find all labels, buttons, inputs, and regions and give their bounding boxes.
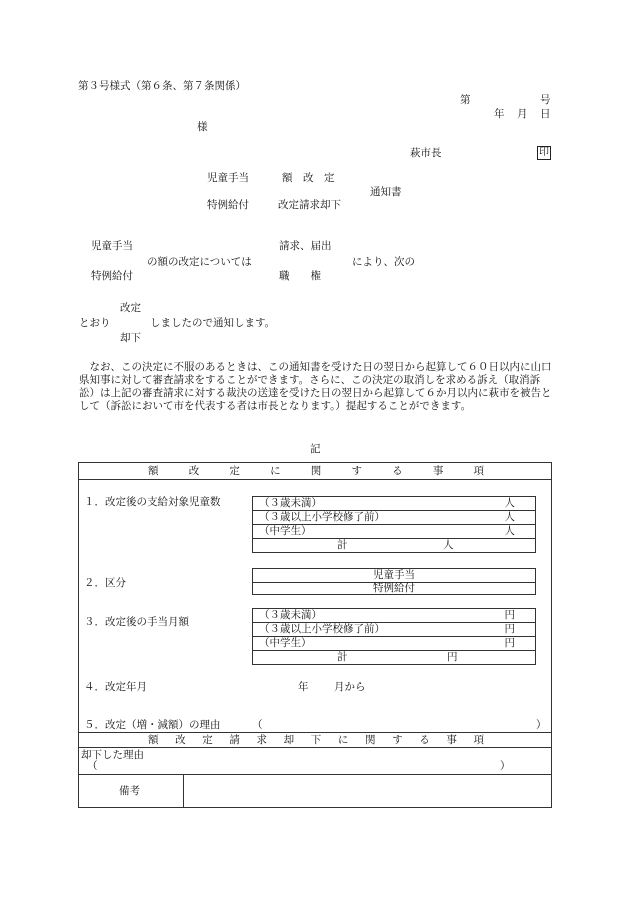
body-method-2: 職 権 [279, 270, 321, 282]
item5-open-paren: （ [252, 719, 263, 731]
child-count-row-label: （中学生） [259, 525, 312, 537]
item1-label: １．改定後の支給対象児童数 [84, 496, 221, 508]
child-count-total-unit: 人 [443, 539, 454, 551]
monthly-amount-row-label: （中学生） [259, 637, 312, 649]
section2-header-char: 下 [310, 734, 322, 746]
remarks-label: 備考 [119, 785, 140, 797]
issuer-name: 萩市長 [410, 147, 442, 159]
monthly-amount-row-unit: 円 [504, 623, 515, 635]
monthly-amount-total-row [253, 651, 535, 665]
category-option-1: 児童手当 [373, 569, 415, 581]
section2-header-char: 求 [256, 734, 267, 746]
monthly-amount-row [253, 609, 535, 623]
child-count-row-unit: 人 [504, 511, 515, 523]
section1-header-char: 関 [310, 465, 322, 477]
section1-header [148, 466, 484, 477]
divider [78, 774, 552, 775]
child-count-row-label: （３歳未満） [259, 497, 322, 509]
section1-header-char: 定 [229, 465, 240, 477]
title-type-bottom: 改定請求却下 [278, 199, 341, 211]
seal-stamp: 印 [539, 147, 549, 158]
divider [78, 747, 552, 748]
section1-header-char: 事 [432, 465, 444, 477]
title-allowance-2: 特例給付 [207, 199, 249, 211]
monthly-amount-row [253, 637, 535, 651]
item4-label: ４．改定年月 [84, 681, 147, 693]
category-box [252, 568, 536, 595]
category-option-2: 特例給付 [373, 582, 415, 594]
body-allowance-2: 特例給付 [91, 270, 133, 282]
monthly-amount-total-unit: 円 [447, 651, 458, 663]
body2-option-top: 改定 [120, 302, 141, 314]
section1-header-char: 項 [473, 465, 484, 477]
item3-label: ３．改定後の手当月額 [84, 616, 189, 628]
section2-header-char: 改 [175, 734, 186, 746]
section2-header-char: に [337, 734, 349, 746]
monthly-amount-row-unit: 円 [504, 637, 515, 649]
body2-option-bottom: 却下 [120, 332, 141, 344]
child-count-row [253, 497, 535, 511]
body-method-1: 請求、届出 [279, 240, 332, 252]
section1-header-char: 額 [148, 465, 159, 477]
reject-reason-label: 却下した理由 [81, 749, 144, 761]
date-month: 月 [517, 108, 528, 120]
section1-header-char: 改 [188, 465, 200, 477]
child-count-total-label: 計 [337, 539, 348, 551]
monthly-amount-row-label: （３歳以上小学校修了前） [259, 623, 385, 635]
divider [78, 732, 552, 733]
monthly-amount-row-label: （３歳未満） [259, 609, 322, 621]
body-allowance-1: 児童手当 [91, 240, 133, 252]
item4-month: 月から [334, 681, 366, 693]
ki-marker: 記 [310, 443, 321, 455]
body2-text: しましたので通知します。 [150, 317, 276, 329]
section2-header-char: 却 [283, 734, 295, 746]
item5-close-paren: ） [536, 719, 547, 731]
addressee-suffix: 様 [197, 121, 208, 133]
divider [78, 479, 552, 480]
item2-label: ２．区分 [84, 577, 126, 589]
child-count-row-unit: 人 [504, 525, 515, 537]
section2-header-char: 額 [148, 734, 159, 746]
item4-year: 年 [298, 681, 309, 693]
body-tail-text: により、次の [352, 256, 415, 268]
appeal-notice: なお、この決定に不服のあるときは、この通知書を受けた日の翌日から起算して６０日以内に山口県知事に対して審査請求をすることができます。さらに、この決定の取消しを求める訴え（取消訴訟）は上記の審査請求に対する裁決の送達を受けた日の翌日から起算して６か月以内に萩市を被告として（訴訟において市を代表する者は市長となります。）提起することができます。 [79, 361, 552, 412]
monthly-amount-box [252, 608, 536, 665]
item5-label: ５．改定（増・減額）の理由 [84, 719, 221, 731]
title-type-top: 額 改 定 [282, 172, 335, 184]
reject-close-paren: ） [500, 760, 511, 772]
section2-header-char: る [419, 734, 430, 746]
section2-header-char: 定 [202, 734, 213, 746]
section2-header [148, 735, 484, 746]
child-count-row [253, 511, 535, 525]
document-number-prefix: 第 [460, 94, 471, 106]
section2-header-char: す [392, 734, 403, 746]
title-allowance-1: 児童手当 [207, 172, 249, 184]
reject-open-paren: （ [87, 760, 98, 772]
body-mid-text: の額の改定については [147, 256, 252, 268]
child-count-row [253, 525, 535, 539]
date-day: 日 [540, 108, 551, 120]
child-count-row-label: （３歳以上小学校修了前） [259, 511, 385, 523]
section1-header-char: す [351, 465, 362, 477]
section2-header-char: 事 [446, 734, 457, 746]
section1-header-char: に [270, 465, 281, 477]
child-count-box [252, 496, 536, 553]
date-year: 年 [494, 108, 505, 120]
monthly-amount-row-unit: 円 [504, 609, 515, 621]
monthly-amount-row [253, 623, 535, 637]
form-number: 第３号様式（第６条、第７条関係） [78, 80, 246, 92]
section2-header-char: 請 [229, 734, 240, 746]
body2-lead: とおり [79, 317, 111, 329]
section2-header-char: 項 [473, 734, 484, 746]
child-count-row-unit: 人 [504, 497, 515, 509]
title-suffix: 通知書 [370, 186, 402, 198]
section1-header-char: る [392, 465, 403, 477]
monthly-amount-total-label: 計 [337, 651, 348, 663]
document-number-suffix: 号 [540, 94, 551, 106]
divider [183, 774, 184, 808]
child-count-total-row [253, 539, 535, 553]
section2-header-char: 関 [365, 734, 376, 746]
